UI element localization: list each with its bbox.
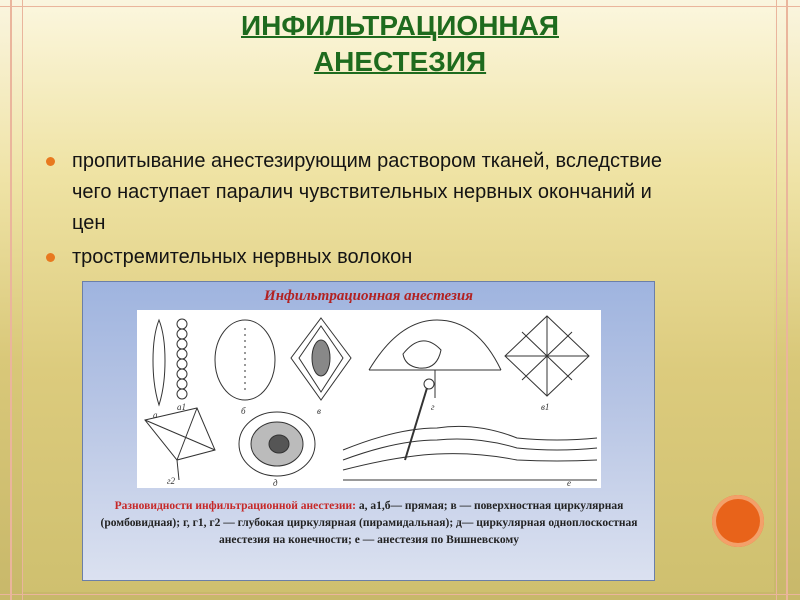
border-rule xyxy=(776,0,777,600)
figure-label: а1 xyxy=(177,402,186,412)
bullet-text: тростремительных нервных волокон xyxy=(72,246,413,268)
slide-title-line2: АНЕСТЕЗИЯ xyxy=(313,46,487,77)
figure-shape-a1 xyxy=(177,319,187,399)
border-rule xyxy=(0,6,800,7)
caption-body: а, а1,б— прямая; в — поверхностная циркулярная (ромбовидная); г, г1, г2 — глубокая циркулярная (пирамидальная); д— циркулярная одноплоскостная анестезия на конечности; е — анестезия по Вишневскому xyxy=(100,500,638,546)
figure-label: г xyxy=(431,402,435,412)
figure-label: а xyxy=(153,410,158,420)
caption-intro: Разновидности инфильтрационной анестезии: xyxy=(114,500,356,512)
figure-shape-d xyxy=(239,412,315,476)
orange-dot-icon xyxy=(46,253,55,262)
figure-shape-e xyxy=(343,379,597,480)
anesthesia-diagram xyxy=(137,310,601,488)
bullet-item xyxy=(46,242,686,273)
border-rule xyxy=(786,0,788,600)
orange-circle-icon xyxy=(712,495,764,547)
border-rule xyxy=(0,594,800,595)
figure-title: Инфильтрационная анестезия xyxy=(264,288,473,304)
figure-shape-v xyxy=(291,318,351,400)
bullet-list xyxy=(46,146,686,273)
bullet-item xyxy=(46,146,686,239)
figure-shape-v1 xyxy=(505,316,589,396)
figure-label: в xyxy=(317,406,321,416)
bullet-text: пропитывание анестезирующим раствором тканей, вследствие чего наступает паралич чувствительных нервных окончаний и цен xyxy=(72,150,663,234)
orange-dot-icon xyxy=(46,157,55,166)
figure-label: в1 xyxy=(541,402,550,412)
slide-title-line1: ИНФИЛЬТРАЦИОННАЯ xyxy=(241,10,559,41)
figure-label: е xyxy=(567,478,571,488)
anesthesia-diagram-svg xyxy=(137,310,601,488)
figure-panel xyxy=(82,281,655,581)
figure-shape-a xyxy=(153,320,165,405)
border-rule xyxy=(22,0,23,600)
figure-label: б xyxy=(241,406,246,416)
figure-label: г2 xyxy=(167,476,176,486)
figure-label: д xyxy=(273,478,278,488)
figure-caption xyxy=(99,498,639,549)
border-rule xyxy=(10,0,12,600)
figure-shape-g xyxy=(369,320,501,398)
slide-title xyxy=(120,8,680,80)
